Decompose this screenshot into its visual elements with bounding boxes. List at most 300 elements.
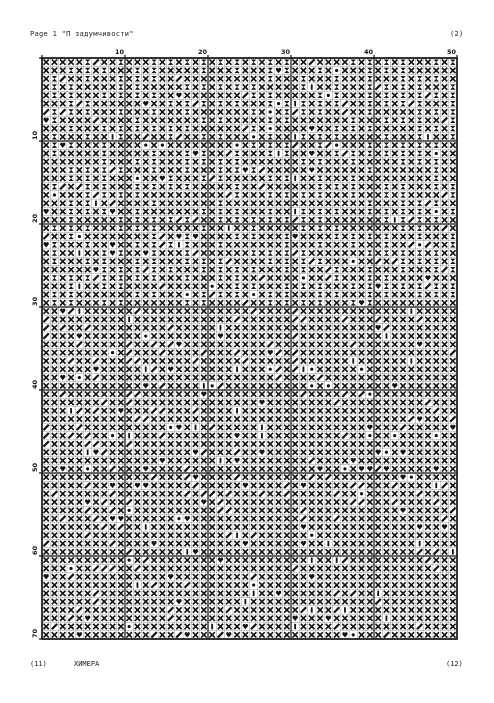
stitch-cross-symbol — [77, 300, 82, 305]
stitch-cross-symbol — [400, 325, 405, 330]
stitch-cross-symbol — [243, 142, 248, 147]
stitch-cross-symbol — [160, 317, 165, 322]
stitch-cross-symbol — [284, 557, 289, 562]
stitch-cross-symbol — [226, 541, 231, 546]
stitch-cross-symbol — [375, 342, 380, 347]
stitch-cross-symbol — [417, 483, 422, 488]
stitch-heart-symbol — [185, 632, 190, 637]
stitch-hourglass-symbol — [251, 93, 256, 98]
stitch-hourglass-symbol — [234, 68, 239, 73]
stitch-hourglass-symbol — [434, 292, 439, 297]
stitch-cross-symbol — [209, 616, 214, 621]
stitch-cross-symbol — [450, 574, 455, 579]
stitch-cross-symbol — [226, 68, 231, 73]
stitch-cross-symbol — [434, 508, 439, 513]
stitch-cross-symbol — [375, 134, 380, 139]
stitch-cross-symbol — [135, 350, 140, 355]
stitch-cross-symbol — [168, 300, 173, 305]
stitch-cross-symbol — [284, 184, 289, 189]
stitch-slash-symbol — [85, 441, 90, 446]
stitch-cross-symbol — [102, 632, 107, 637]
stitch-heart-symbol — [43, 242, 48, 247]
stitch-cross-symbol — [135, 300, 140, 305]
stitch-cross-symbol — [209, 566, 214, 571]
stitch-cross-symbol — [384, 425, 389, 430]
stitch-cross-symbol — [243, 383, 248, 388]
stitch-cross-symbol — [160, 109, 165, 114]
stitch-cross-symbol — [209, 225, 214, 230]
stitch-cross-symbol — [168, 557, 173, 562]
stitch-cross-symbol — [375, 367, 380, 372]
stitch-cross-symbol — [176, 250, 181, 255]
stitch-cross-symbol — [201, 466, 206, 471]
stitch-cross-symbol — [292, 118, 297, 123]
stitch-cross-symbol — [118, 466, 123, 471]
stitch-cross-symbol — [185, 499, 190, 504]
stitch-cross-symbol — [160, 84, 165, 89]
stitch-slash-symbol — [409, 101, 414, 106]
stitch-hourglass-symbol — [151, 151, 156, 156]
stitch-cross-symbol — [126, 242, 131, 247]
stitch-cross-symbol — [77, 508, 82, 513]
stitch-cross-symbol — [409, 134, 414, 139]
stitch-cross-symbol — [292, 408, 297, 413]
stitch-cross-symbol — [326, 591, 331, 596]
stitch-cross-symbol — [135, 491, 140, 496]
stitch-cross-symbol — [176, 416, 181, 421]
stitch-cross-symbol — [77, 317, 82, 322]
stitch-cross-symbol — [226, 242, 231, 247]
stitch-heart-symbol — [309, 126, 314, 131]
stitch-cross-symbol — [151, 308, 156, 313]
stitch-cross-symbol — [102, 516, 107, 521]
stitch-cross-symbol — [143, 516, 148, 521]
stitch-cross-symbol — [93, 300, 98, 305]
stitch-cross-symbol — [367, 616, 372, 621]
stitch-cross-symbol — [85, 516, 90, 521]
stitch-cross-symbol — [317, 342, 322, 347]
stitch-cross-symbol — [375, 242, 380, 247]
stitch-cross-symbol — [160, 375, 165, 380]
stitch-cross-symbol — [102, 408, 107, 413]
stitch-cross-symbol — [226, 574, 231, 579]
stitch-cross-symbol — [193, 375, 198, 380]
stitch-hourglass-symbol — [417, 151, 422, 156]
stitch-cross-symbol — [409, 483, 414, 488]
stitch-cross-symbol — [52, 176, 57, 181]
stitch-heart-symbol — [384, 466, 389, 471]
stitch-cross-symbol — [268, 441, 273, 446]
stitch-cross-symbol — [43, 616, 48, 621]
stitch-cross-symbol — [110, 375, 115, 380]
stitch-cross-symbol — [60, 566, 65, 571]
stitch-cross-symbol — [151, 209, 156, 214]
stitch-cross-symbol — [143, 159, 148, 164]
stitch-cross-symbol — [243, 574, 248, 579]
stitch-cross-symbol — [52, 234, 57, 239]
stitch-cross-symbol — [234, 541, 239, 546]
stitch-cross-symbol — [309, 118, 314, 123]
stitch-dot-symbol — [252, 135, 255, 138]
stitch-cross-symbol — [243, 192, 248, 197]
stitch-cross-symbol — [110, 59, 115, 64]
stitch-hourglass-symbol — [52, 118, 57, 123]
stitch-cross-symbol — [43, 93, 48, 98]
stitch-cross-symbol — [93, 632, 98, 637]
stitch-cross-symbol — [284, 333, 289, 338]
stitch-cross-symbol — [93, 624, 98, 629]
stitch-cross-symbol — [218, 126, 223, 131]
stitch-cross-symbol — [43, 582, 48, 587]
stitch-cross-symbol — [259, 533, 264, 538]
stitch-cross-symbol — [243, 566, 248, 571]
stitch-cross-symbol — [384, 391, 389, 396]
stitch-hourglass-symbol — [400, 267, 405, 272]
stitch-cross-symbol — [442, 184, 447, 189]
stitch-cross-symbol — [326, 68, 331, 73]
stitch-dot-symbol — [410, 476, 413, 479]
stitch-cross-symbol — [301, 574, 306, 579]
stitch-cross-symbol — [342, 383, 347, 388]
stitch-cross-symbol — [251, 367, 256, 372]
stitch-cross-symbol — [243, 242, 248, 247]
stitch-cross-symbol — [60, 342, 65, 347]
stitch-cross-symbol — [102, 234, 107, 239]
stitch-cross-symbol — [201, 582, 206, 587]
stitch-cross-symbol — [243, 134, 248, 139]
stitch-cross-symbol — [218, 408, 223, 413]
stitch-cross-symbol — [326, 159, 331, 164]
stitch-hourglass-symbol — [151, 217, 156, 222]
stitch-dot-symbol — [360, 492, 363, 495]
stitch-cross-symbol — [60, 616, 65, 621]
stitch-dot-symbol — [161, 144, 164, 147]
stitch-cross-symbol — [126, 284, 131, 289]
stitch-hourglass-symbol — [218, 118, 223, 123]
stitch-cross-symbol — [77, 142, 82, 147]
stitch-cross-symbol — [351, 68, 356, 73]
stitch-slash-symbol — [226, 491, 231, 496]
stitch-heart-symbol — [450, 425, 455, 430]
stitch-hourglass-symbol — [301, 217, 306, 222]
stitch-cross-symbol — [143, 491, 148, 496]
stitch-cross-symbol — [392, 76, 397, 81]
stitch-slash-symbol — [68, 616, 73, 621]
stitch-cross-symbol — [292, 474, 297, 479]
stitch-cross-symbol — [168, 159, 173, 164]
stitch-cross-symbol — [176, 142, 181, 147]
stitch-cross-symbol — [201, 308, 206, 313]
stitch-cross-symbol — [392, 466, 397, 471]
stitch-cross-symbol — [176, 607, 181, 612]
stitch-cross-symbol — [375, 433, 380, 438]
stitch-cross-symbol — [375, 93, 380, 98]
stitch-cross-symbol — [102, 59, 107, 64]
stitch-slash-symbol — [43, 541, 48, 546]
stitch-cross-symbol — [284, 616, 289, 621]
stitch-hourglass-symbol — [52, 259, 57, 264]
stitch-cross-symbol — [417, 267, 422, 272]
stitch-cross-symbol — [301, 408, 306, 413]
stitch-hourglass-symbol — [400, 59, 405, 64]
stitch-cross-symbol — [259, 259, 264, 264]
stitch-cross-symbol — [259, 574, 264, 579]
stitch-heart-symbol — [417, 342, 422, 347]
stitch-cross-symbol — [326, 209, 331, 214]
stitch-cross-symbol — [68, 425, 73, 430]
stitch-cross-symbol — [234, 557, 239, 562]
stitch-cross-symbol — [342, 342, 347, 347]
stitch-cross-symbol — [176, 333, 181, 338]
stitch-hourglass-symbol — [218, 101, 223, 106]
stitch-bar-symbol — [236, 367, 238, 372]
stitch-cross-symbol — [218, 342, 223, 347]
stitch-hourglass-symbol — [351, 184, 356, 189]
stitch-cross-symbol — [110, 616, 115, 621]
stitch-slash-symbol — [292, 358, 297, 363]
stitch-cross-symbol — [168, 333, 173, 338]
stitch-cross-symbol — [276, 450, 281, 455]
stitch-cross-symbol — [209, 126, 214, 131]
stitch-hourglass-symbol — [118, 109, 123, 114]
stitch-cross-symbol — [126, 126, 131, 131]
stitch-hourglass-symbol — [434, 217, 439, 222]
stitch-cross-symbol — [151, 118, 156, 123]
stitch-hourglass-symbol — [185, 275, 190, 280]
stitch-hourglass-symbol — [234, 275, 239, 280]
stitch-heart-symbol — [342, 632, 347, 637]
stitch-cross-symbol — [151, 441, 156, 446]
stitch-cross-symbol — [185, 391, 190, 396]
stitch-cross-symbol — [93, 250, 98, 255]
stitch-cross-symbol — [193, 541, 198, 546]
stitch-cross-symbol — [102, 201, 107, 206]
stitch-cross-symbol — [392, 159, 397, 164]
stitch-heart-symbol — [234, 458, 239, 463]
stitch-cross-symbol — [351, 375, 356, 380]
stitch-hourglass-symbol — [102, 209, 107, 214]
stitch-hourglass-symbol — [367, 234, 372, 239]
stitch-cross-symbol — [243, 508, 248, 513]
stitch-hourglass-symbol — [218, 209, 223, 214]
stitch-cross-symbol — [251, 557, 256, 562]
stitch-hourglass-symbol — [400, 68, 405, 73]
stitch-hourglass-symbol — [367, 275, 372, 280]
stitch-cross-symbol — [367, 549, 372, 554]
stitch-cross-symbol — [392, 292, 397, 297]
stitch-cross-symbol — [193, 284, 198, 289]
stitch-cross-symbol — [259, 209, 264, 214]
stitch-cross-symbol — [392, 176, 397, 181]
stitch-cross-symbol — [367, 566, 372, 571]
stitch-cross-symbol — [434, 84, 439, 89]
stitch-cross-symbol — [143, 292, 148, 297]
stitch-hourglass-symbol — [151, 292, 156, 297]
stitch-cross-symbol — [160, 275, 165, 280]
stitch-cross-symbol — [326, 458, 331, 463]
stitch-cross-symbol — [60, 151, 65, 156]
stitch-cross-symbol — [93, 458, 98, 463]
stitch-cross-symbol — [417, 300, 422, 305]
stitch-cross-symbol — [151, 192, 156, 197]
stitch-cross-symbol — [251, 192, 256, 197]
stitch-cross-symbol — [276, 250, 281, 255]
stitch-cross-symbol — [151, 416, 156, 421]
stitch-cross-symbol — [276, 516, 281, 521]
stitch-cross-symbol — [292, 225, 297, 230]
stitch-hourglass-symbol — [450, 267, 455, 272]
stitch-cross-symbol — [143, 275, 148, 280]
stitch-cross-symbol — [342, 616, 347, 621]
stitch-cross-symbol — [209, 118, 214, 123]
stitch-slash-symbol — [334, 400, 339, 405]
stitch-cross-symbol — [151, 549, 156, 554]
stitch-cross-symbol — [450, 466, 455, 471]
stitch-cross-symbol — [367, 350, 372, 355]
stitch-cross-symbol — [409, 367, 414, 372]
stitch-cross-symbol — [126, 234, 131, 239]
stitch-cross-symbol — [309, 192, 314, 197]
stitch-cross-symbol — [209, 317, 214, 322]
stitch-bar-symbol — [294, 209, 296, 214]
stitch-cross-symbol — [93, 234, 98, 239]
stitch-cross-symbol — [400, 607, 405, 612]
stitch-slash-symbol — [201, 450, 206, 455]
stitch-bar-symbol — [137, 582, 139, 587]
stitch-hourglass-symbol — [201, 259, 206, 264]
stitch-cross-symbol — [176, 408, 181, 413]
stitch-cross-symbol — [434, 350, 439, 355]
stitch-cross-symbol — [60, 533, 65, 538]
stitch-cross-symbol — [442, 134, 447, 139]
stitch-cross-symbol — [143, 93, 148, 98]
stitch-cross-symbol — [409, 209, 414, 214]
stitch-cross-symbol — [301, 499, 306, 504]
stitch-cross-symbol — [367, 176, 372, 181]
stitch-cross-symbol — [276, 425, 281, 430]
stitch-cross-symbol — [168, 524, 173, 529]
stitch-cross-symbol — [359, 134, 364, 139]
stitch-heart-symbol — [243, 483, 248, 488]
stitch-cross-symbol — [218, 549, 223, 554]
stitch-cross-symbol — [375, 516, 380, 521]
stitch-cross-symbol — [450, 142, 455, 147]
stitch-cross-symbol — [168, 93, 173, 98]
stitch-cross-symbol — [185, 524, 190, 529]
stitch-cross-symbol — [218, 400, 223, 405]
stitch-cross-symbol — [102, 607, 107, 612]
stitch-cross-symbol — [251, 425, 256, 430]
stitch-heart-symbol — [292, 616, 297, 621]
stitch-cross-symbol — [375, 176, 380, 181]
stitch-cross-symbol — [284, 367, 289, 372]
stitch-bar-symbol — [186, 549, 188, 554]
stitch-cross-symbol — [268, 458, 273, 463]
stitch-cross-symbol — [52, 267, 57, 272]
stitch-cross-symbol — [85, 474, 90, 479]
stitch-cross-symbol — [334, 217, 339, 222]
stitch-hourglass-symbol — [284, 192, 289, 197]
stitch-cross-symbol — [392, 425, 397, 430]
stitch-cross-symbol — [185, 76, 190, 81]
stitch-cross-symbol — [218, 68, 223, 73]
stitch-cross-symbol — [309, 234, 314, 239]
stitch-cross-symbol — [317, 458, 322, 463]
stitch-cross-symbol — [292, 632, 297, 637]
stitch-hourglass-symbol — [417, 118, 422, 123]
stitch-cross-symbol — [126, 167, 131, 172]
stitch-cross-symbol — [384, 367, 389, 372]
stitch-cross-symbol — [326, 624, 331, 629]
stitch-cross-symbol — [342, 59, 347, 64]
stitch-cross-symbol — [417, 433, 422, 438]
stitch-cross-symbol — [309, 499, 314, 504]
stitch-cross-symbol — [102, 118, 107, 123]
stitch-cross-symbol — [77, 599, 82, 604]
stitch-cross-symbol — [60, 93, 65, 98]
stitch-cross-symbol — [218, 308, 223, 313]
stitch-hourglass-symbol — [334, 234, 339, 239]
stitch-cross-symbol — [209, 300, 214, 305]
stitch-cross-symbol — [392, 566, 397, 571]
stitch-hourglass-symbol — [434, 159, 439, 164]
stitch-slash-symbol — [110, 541, 115, 546]
stitch-cross-symbol — [85, 391, 90, 396]
stitch-cross-symbol — [301, 416, 306, 421]
stitch-cross-symbol — [384, 541, 389, 546]
stitch-bar-symbol — [145, 524, 147, 529]
stitch-cross-symbol — [251, 383, 256, 388]
stitch-cross-symbol — [93, 184, 98, 189]
stitch-cross-symbol — [450, 333, 455, 338]
stitch-cross-symbol — [102, 433, 107, 438]
stitch-cross-symbol — [218, 234, 223, 239]
stitch-cross-symbol — [367, 508, 372, 513]
stitch-cross-symbol — [268, 425, 273, 430]
stitch-cross-symbol — [292, 433, 297, 438]
stitch-cross-symbol — [409, 151, 414, 156]
stitch-cross-symbol — [334, 533, 339, 538]
stitch-cross-symbol — [351, 209, 356, 214]
stitch-cross-symbol — [425, 624, 430, 629]
stitch-cross-symbol — [160, 101, 165, 106]
stitch-cross-symbol — [326, 342, 331, 347]
stitch-hourglass-symbol — [234, 234, 239, 239]
stitch-cross-symbol — [168, 508, 173, 513]
stitch-cross-symbol — [251, 176, 256, 181]
stitch-cross-symbol — [375, 474, 380, 479]
stitch-cross-symbol — [309, 425, 314, 430]
stitch-cross-symbol — [243, 632, 248, 637]
stitch-hourglass-symbol — [85, 176, 90, 181]
stitch-slash-symbol — [85, 325, 90, 330]
stitch-cross-symbol — [85, 308, 90, 313]
stitch-cross-symbol — [226, 275, 231, 280]
stitch-cross-symbol — [102, 375, 107, 380]
stitch-cross-symbol — [226, 209, 231, 214]
stitch-hourglass-symbol — [284, 101, 289, 106]
stitch-cross-symbol — [301, 400, 306, 405]
stitch-cross-symbol — [118, 242, 123, 247]
stitch-cross-symbol — [301, 375, 306, 380]
stitch-cross-symbol — [52, 524, 57, 529]
stitch-cross-symbol — [68, 259, 73, 264]
stitch-cross-symbol — [193, 308, 198, 313]
stitch-cross-symbol — [243, 59, 248, 64]
stitch-cross-symbol — [185, 425, 190, 430]
stitch-hourglass-symbol — [351, 234, 356, 239]
stitch-cross-symbol — [135, 574, 140, 579]
